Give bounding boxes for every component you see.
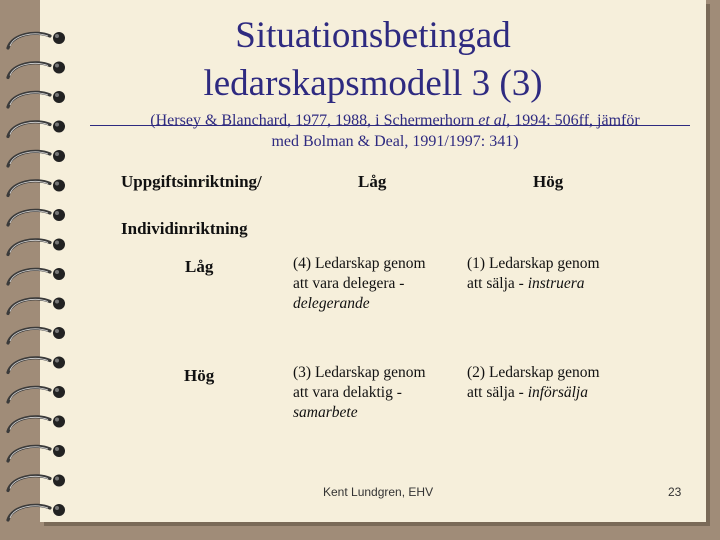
spiral-hole [53, 416, 65, 428]
spiral-hole [53, 150, 65, 162]
cell-participating-style: samarbete [293, 404, 358, 421]
spiral-hole-shine [55, 123, 59, 127]
spiral-ring [8, 240, 50, 255]
cell-participating-line-2: att vara delaktig - [293, 384, 402, 401]
cell-delegating-style: delegerande [293, 295, 370, 312]
spiral-hole-shine [55, 477, 59, 481]
spiral-ring [8, 446, 50, 461]
spiral-ring [8, 358, 50, 373]
spiral-ring [8, 476, 50, 491]
spiral-hole [53, 327, 65, 339]
spiral-hole-shine [55, 506, 59, 510]
row-label-high: Hög [184, 366, 215, 385]
spiral-hole-shine [55, 418, 59, 422]
slide-title-line-2: ledarskapsmodell 3 (3) [203, 63, 543, 104]
axis-label-relationship: Individinriktning [121, 219, 248, 238]
cell-telling-text: att sälja - [467, 275, 528, 292]
cell-delegating-line-1: (4) Ledarskap genom [293, 255, 426, 272]
spiral-hole [53, 475, 65, 487]
citation-line-2: med Bolman & Deal, 1991/1997: 341) [271, 133, 519, 150]
axis-label-task: Uppgiftsinriktning/ [121, 172, 262, 191]
spiral-ring [8, 299, 50, 314]
cell-telling-style: instruera [527, 275, 585, 292]
cell-delegating [293, 254, 463, 314]
spiral-hole [53, 268, 65, 280]
spiral-hole [53, 121, 65, 133]
spiral-hole-shine [55, 359, 59, 363]
column-header-low: Låg [358, 172, 387, 191]
spiral-hole [53, 239, 65, 251]
spiral-ring [8, 181, 50, 196]
cell-telling-line-1: (1) Ledarskap genom [467, 255, 600, 272]
spiral-ring [8, 151, 50, 166]
footer-page-number: 23 [668, 485, 682, 499]
spiral-ring [8, 387, 50, 402]
spiral-hole-shine [55, 211, 59, 215]
spiral-hole-shine [55, 329, 59, 333]
footer-author: Kent Lundgren, EHV [323, 485, 434, 499]
spiral-ring [8, 210, 50, 225]
spiral-ring [8, 122, 50, 137]
cell-participating-line-3 [293, 403, 463, 423]
spiral-hole [53, 445, 65, 457]
citation-et-al: et al [478, 112, 507, 129]
spiral-hole-shine [55, 447, 59, 451]
spiral-hole [53, 180, 65, 192]
spiral-hole [53, 298, 65, 310]
spiral-ring [8, 417, 50, 432]
cell-selling [467, 363, 637, 403]
citation [80, 110, 710, 152]
spiral-hole-shine [55, 182, 59, 186]
cell-selling-style: införsälja [527, 384, 588, 401]
spiral-hole [53, 357, 65, 369]
row-label-low: Låg [185, 257, 214, 276]
cell-delegating-line-3 [293, 294, 463, 314]
cell-selling-text: att sälja - [467, 384, 528, 401]
spiral-hole-shine [55, 300, 59, 304]
citation-pre: (Hersey & Blanchard, 1977, 1988, i Schermerhorn [150, 112, 479, 129]
slide-title-line-1: Situationsbetingad [235, 15, 511, 56]
spiral-ring [8, 269, 50, 284]
cell-participating-line-1: (3) Ledarskap genom [293, 364, 426, 381]
spiral-hole [53, 386, 65, 398]
cell-selling-line-2 [467, 383, 637, 403]
spiral-hole-shine [55, 241, 59, 245]
spiral-hole-shine [55, 388, 59, 392]
spiral-hole [53, 209, 65, 221]
spiral-ring [8, 505, 50, 520]
spiral-hole [53, 504, 65, 516]
cell-delegating-line-2: att vara delegera - [293, 275, 405, 292]
spiral-hole-shine [55, 152, 59, 156]
cell-participating [293, 363, 463, 423]
cell-selling-line-1: (2) Ledarskap genom [467, 364, 600, 381]
spiral-hole-shine [55, 270, 59, 274]
cell-telling [467, 254, 637, 294]
column-header-high: Hög [533, 172, 564, 191]
citation-post: , 1994: 506ff, jämför [506, 112, 640, 129]
spiral-ring [8, 328, 50, 343]
cell-telling-line-2 [467, 274, 637, 294]
citation-line-1 [80, 110, 710, 131]
